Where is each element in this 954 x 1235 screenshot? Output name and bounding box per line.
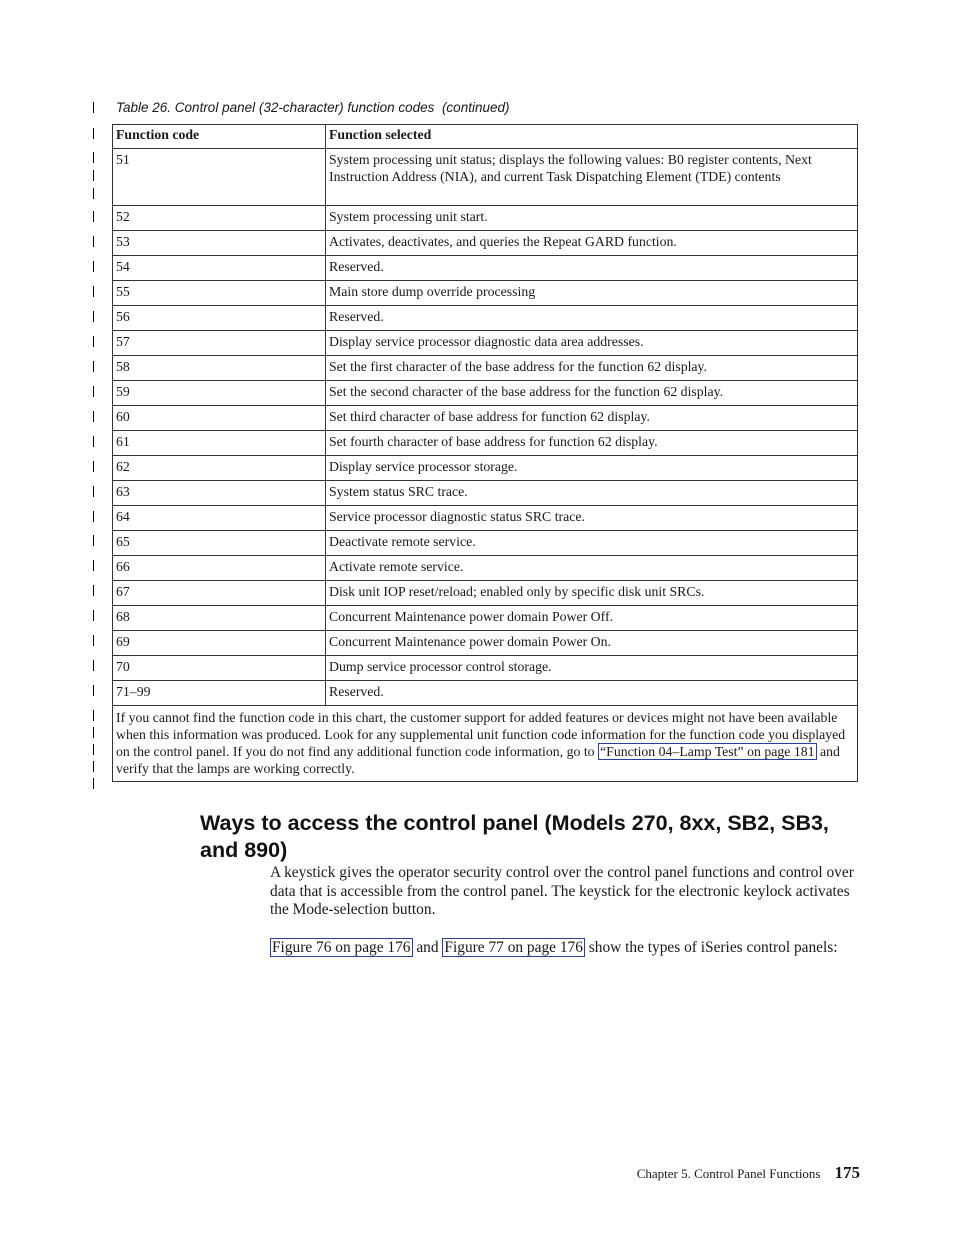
change-bar	[93, 511, 94, 522]
function-code-cell: 62	[113, 456, 326, 481]
page-number: 175	[834, 1163, 860, 1182]
table-row	[113, 381, 858, 406]
function-code-cell: 55	[113, 281, 326, 306]
change-bar	[93, 778, 94, 789]
figure-76-link[interactable]: Figure 76 on page 176	[272, 939, 411, 956]
figures-paragraph-end: show the types of iSeries control panels:	[584, 939, 838, 956]
section-heading: Ways to access the control panel (Models 270, 8xx, SB2, SB3, and 890)	[200, 811, 829, 862]
function-codes-table	[112, 124, 858, 782]
table-note	[113, 706, 858, 782]
table-row	[113, 281, 858, 306]
note-text: If you cannot find the function code in this chart, the customer support for added features or devices might not have been available when this information was produced. Look for any supplemental unit function code information for the function code you displayed on the control panel. If you do not find any additional function code information, go to	[116, 710, 846, 759]
change-bar	[93, 744, 94, 755]
function-code-cell: 60	[113, 406, 326, 431]
function-code-cell: 70	[113, 656, 326, 681]
function-description-cell: Reserved.	[326, 306, 858, 331]
table-row	[113, 356, 858, 381]
keystick-paragraph: A keystick gives the operator security control over the control panel functions and control over data that is accessible from the control panel. The keystick for the electronic keylock activates the Mode-selection button.	[270, 864, 854, 919]
function-description-cell: System status SRC trace.	[326, 481, 858, 506]
function-code-cell: 64	[113, 506, 326, 531]
table-row	[113, 581, 858, 606]
figure-77-link[interactable]: Figure 77 on page 176	[444, 939, 583, 956]
change-bar	[93, 761, 94, 772]
change-bar	[93, 585, 94, 596]
table-row	[113, 506, 858, 531]
function-description-cell: Dump service processor control storage.	[326, 656, 858, 681]
function-description-cell: Display service processor diagnostic data area addresses.	[326, 331, 858, 356]
table-row	[113, 681, 858, 706]
function-code-cell: 59	[113, 381, 326, 406]
function-code-cell: 66	[113, 556, 326, 581]
header-function-code: Function code	[113, 125, 326, 149]
function-description-cell: Set fourth character of base address for function 62 display.	[326, 431, 858, 456]
change-bar	[93, 128, 94, 139]
table-row	[113, 406, 858, 431]
function-description-cell: Reserved.	[326, 256, 858, 281]
function-description-cell: Disk unit IOP reset/reload; enabled only by specific disk unit SRCs.	[326, 581, 858, 606]
table-row	[113, 556, 858, 581]
note-text-end: and verify that the lamps are working correctly.	[116, 744, 840, 776]
change-bar	[93, 610, 94, 621]
function-code-cell: 61	[113, 431, 326, 456]
table-row	[113, 256, 858, 281]
table-note-row	[113, 706, 858, 782]
function-code-cell: 63	[113, 481, 326, 506]
function-code-cell: 53	[113, 231, 326, 256]
function-code-cell: 54	[113, 256, 326, 281]
change-bar	[93, 560, 94, 571]
change-bar	[93, 336, 94, 347]
change-bar	[93, 236, 94, 247]
table-row	[113, 149, 858, 206]
table-row	[113, 306, 858, 331]
table-row	[113, 456, 858, 481]
change-bar	[93, 102, 94, 113]
figures-paragraph	[270, 939, 860, 958]
table-row	[113, 606, 858, 631]
function-description-cell: Set third character of base address for function 62 display.	[326, 406, 858, 431]
function-code-cell: 65	[113, 531, 326, 556]
function-description-cell: System processing unit start.	[326, 206, 858, 231]
function-description-cell: Concurrent Maintenance power domain Power Off.	[326, 606, 858, 631]
change-bar	[93, 261, 94, 272]
function-description-cell: Activate remote service.	[326, 556, 858, 581]
function-description-cell: Concurrent Maintenance power domain Power On.	[326, 631, 858, 656]
change-bar	[93, 486, 94, 497]
function-description-cell: System processing unit status; displays the following values: B0 register contents, Next Instruction Address (NIA), and current Task Dispatching Element (TDE) contents	[326, 149, 858, 206]
function-description-cell: Activates, deactivates, and queries the Repeat GARD function.	[326, 231, 858, 256]
function-description-cell: Set the first character of the base address for the function 62 display.	[326, 356, 858, 381]
change-bar	[93, 286, 94, 297]
change-bar	[93, 635, 94, 646]
function-description-cell: Set the second character of the base address for the function 62 display.	[326, 381, 858, 406]
change-bar	[93, 188, 94, 199]
function-code-cell: 67	[113, 581, 326, 606]
change-bar	[93, 461, 94, 472]
table-header-row	[113, 125, 858, 149]
lamp-test-link[interactable]: “Function 04–Lamp Test” on page 181	[600, 744, 815, 759]
figures-paragraph-connector: and	[412, 939, 443, 956]
change-bar	[93, 386, 94, 397]
change-bar	[93, 361, 94, 372]
change-bar	[93, 660, 94, 671]
change-bar	[93, 311, 94, 322]
table-row	[113, 231, 858, 256]
function-code-cell: 58	[113, 356, 326, 381]
function-code-cell: 51	[113, 149, 326, 206]
function-code-cell: 69	[113, 631, 326, 656]
function-code-cell: 57	[113, 331, 326, 356]
function-code-cell: 68	[113, 606, 326, 631]
change-bar	[93, 685, 94, 696]
function-code-cell: 56	[113, 306, 326, 331]
change-bar	[93, 411, 94, 422]
change-bar	[93, 152, 94, 163]
function-description-cell: Service processor diagnostic status SRC trace.	[326, 506, 858, 531]
function-code-cell: 52	[113, 206, 326, 231]
table-row	[113, 481, 858, 506]
table-row	[113, 331, 858, 356]
header-function-selected: Function selected	[326, 125, 858, 149]
change-bar	[93, 170, 94, 181]
table-row	[113, 656, 858, 681]
table-row	[113, 206, 858, 231]
table-row	[113, 531, 858, 556]
change-bar	[93, 535, 94, 546]
function-description-cell: Main store dump override processing	[326, 281, 858, 306]
change-bar	[93, 211, 94, 222]
footer-chapter: Chapter 5. Control Panel Functions	[636, 1166, 821, 1181]
change-bar	[93, 710, 94, 721]
function-code-cell: 71–99	[113, 681, 326, 706]
table-caption: Table 26. Control panel (32-character) function codes (continued)	[116, 100, 510, 115]
function-description-cell: Reserved.	[326, 681, 858, 706]
page-footer	[560, 1163, 860, 1183]
change-bar	[93, 727, 94, 738]
change-bar	[93, 436, 94, 447]
table-row	[113, 431, 858, 456]
table-row	[113, 631, 858, 656]
function-description-cell: Display service processor storage.	[326, 456, 858, 481]
function-description-cell: Deactivate remote service.	[326, 531, 858, 556]
